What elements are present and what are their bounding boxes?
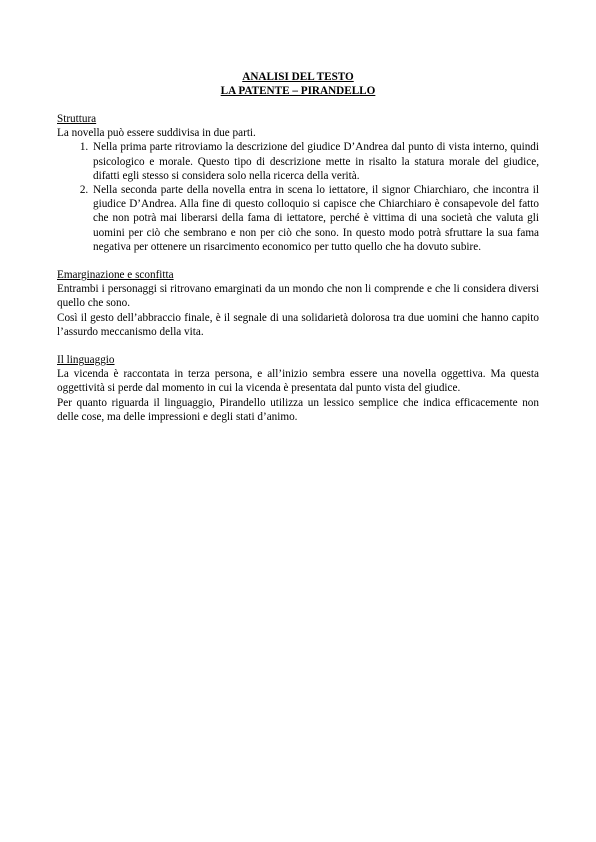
paragraph: Per quanto riguarda il linguaggio, Pirandello utilizza un lessico semplice che indica efficacemente non delle cose, ma delle impressioni e degli stati d’animo. [57,396,539,423]
list-item: 2. Nella seconda parte della novella entra in scena lo iettatore, il signor Chiarchiaro, che incontra il giudice D’Andrea. Alla fine di questo colloquio si capisce che Chiarchiaro è consapevole del fatto che non potrà mai liberarsi della fama di iettatore, perché è vittima di una società che valuta gli uomini per ciò che sembrano e non per ciò che sono. In questo modo potrà sfruttare la sua fama negativa per ottenere un risarcimento economico per tutto quello che ha dovuto subire. [91,183,539,254]
document-page [57,71,539,438]
document-title [57,71,539,98]
section-heading: Emarginazione e sconfitta [57,269,174,282]
title-line-1: ANALISI DEL TESTO [242,71,354,83]
title-line-2: LA PATENTE – PIRANDELLO [220,84,376,97]
paragraph: Così il gesto dell’abbraccio finale, è il segnale di una solidarietà dolorosa tra due uomini che hanno capito l’assurdo meccanismo della vita. [57,311,539,338]
paragraph: Entrambi i personaggi si ritrovano emarginati da un mondo che non li comprende e che li considera diversi quello che sono. [57,283,539,310]
numbered-list [57,140,539,254]
section-emarginazione [57,268,539,339]
section-struttura [57,112,539,254]
section-linguaggio [57,353,539,424]
list-item: 1. Nella prima parte ritroviamo la descrizione del giudice D’Andrea dal punto di vista interno, quindi psicologico e morale. Questo tipo di descrizione mette in risalto la statura morale del giudice, difatti egli stesso si considera solo nella ricerca della verità. [91,140,539,183]
paragraph: La vicenda è raccontata in terza persona, e all’inizio sembra essere una novella oggettiva. Ma questa oggettività si perde dal momento in cui la vicenda è presentata dal punto vista del giudice. [57,368,539,395]
section-heading: Il linguaggio [57,354,115,367]
section-intro: La novella può essere suddivisa in due parti. [57,127,256,140]
section-heading: Struttura [57,113,97,125]
